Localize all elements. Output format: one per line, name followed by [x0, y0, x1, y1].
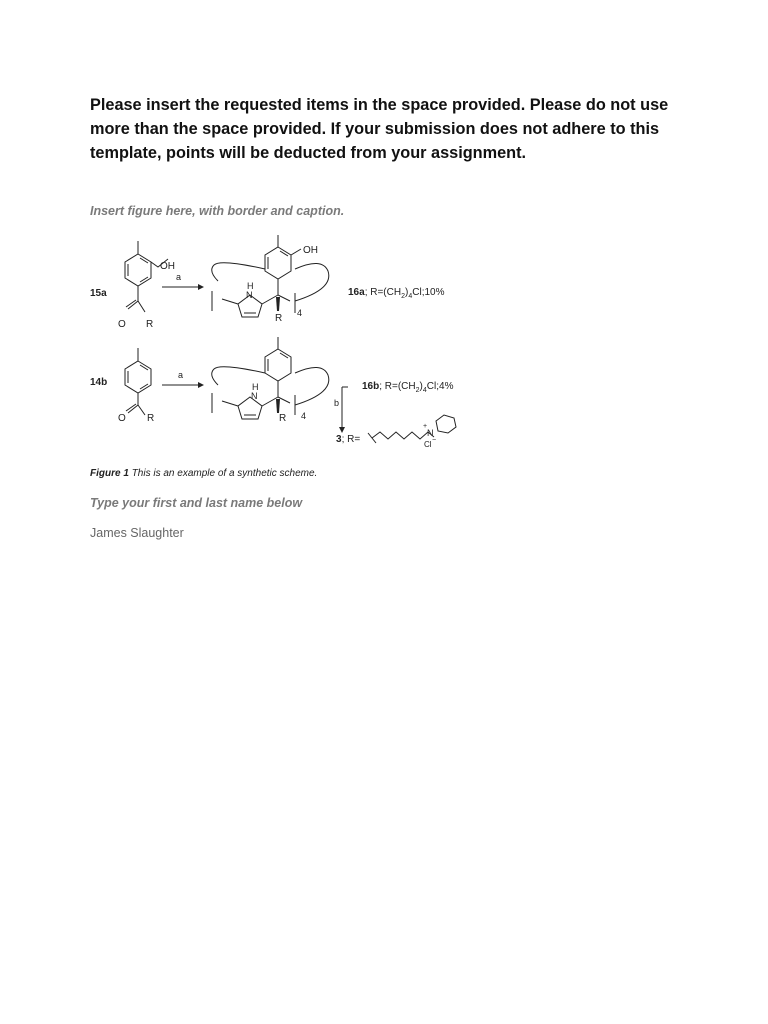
- row1-repeat-count: 4: [297, 308, 303, 318]
- name-hint: Type your first and last name below: [90, 496, 303, 510]
- row2-carbonyl-o: O: [118, 413, 126, 424]
- figure-caption: [90, 468, 317, 479]
- row2-ring-h: H: [252, 382, 259, 392]
- figure-number: Figure 1: [90, 468, 129, 479]
- row1-ring-h: H: [247, 281, 254, 291]
- row2-r-substituent: R: [279, 413, 287, 424]
- name-value[interactable]: James Slaughter: [90, 526, 184, 540]
- final-compound-label: 3; R=: [336, 434, 361, 445]
- row2-reagent: a: [178, 370, 184, 380]
- row2-carbonyl-r: R: [147, 413, 155, 424]
- instructions-text: Please insert the requested items in the space provided. Please do not use more than the space provided. If your submission does not adhere to this template, points will be deducted from your assignment.: [90, 96, 669, 162]
- row2-start-label: 14b: [90, 377, 108, 388]
- row1-ring-n: N: [246, 290, 253, 300]
- row2-ring-n: N: [251, 391, 258, 401]
- row2-step-arrow-head: [339, 427, 345, 433]
- final-charge-plus: +: [423, 423, 428, 430]
- row1-product-label: 16a; $R=(CH_2)_4Cl;10\%$: [348, 287, 445, 300]
- row1-start-benzene: [125, 241, 168, 312]
- row1-r-substituent: R: [275, 313, 283, 324]
- row1-start-label: 15a: [90, 288, 107, 299]
- row1-arrow-head: [198, 284, 204, 290]
- final-nitrogen: N: [427, 428, 434, 438]
- synthetic-scheme-figure[interactable]: [90, 229, 454, 449]
- figure-caption-text: This is an example of a synthetic scheme.: [131, 468, 318, 479]
- final-pyridinium-chain: [368, 415, 456, 443]
- row1-reagent: a: [176, 272, 182, 282]
- row1-hydroxyl: OH: [160, 261, 175, 272]
- final-charge-minus: −: [432, 437, 437, 444]
- row2-start-benzene: [125, 348, 151, 415]
- row2-arrow-head: [198, 382, 204, 388]
- row2-product-label: 16b; $R=(CH_2)_4Cl;4\%$: [362, 381, 454, 394]
- row1-carbonyl-o: O: [118, 319, 126, 330]
- row2-macrocycle: [212, 337, 329, 419]
- final-counterion: Cl: [424, 440, 432, 449]
- scheme-drawing: [90, 229, 454, 449]
- row2-step-reagent: b: [334, 398, 340, 408]
- row2-repeat-count: 4: [301, 411, 307, 421]
- row1-carbonyl-r: R: [146, 319, 154, 330]
- row1-product-hydroxyl: OH: [303, 245, 318, 256]
- figure-hint: Insert figure here, with border and caption.: [90, 204, 345, 218]
